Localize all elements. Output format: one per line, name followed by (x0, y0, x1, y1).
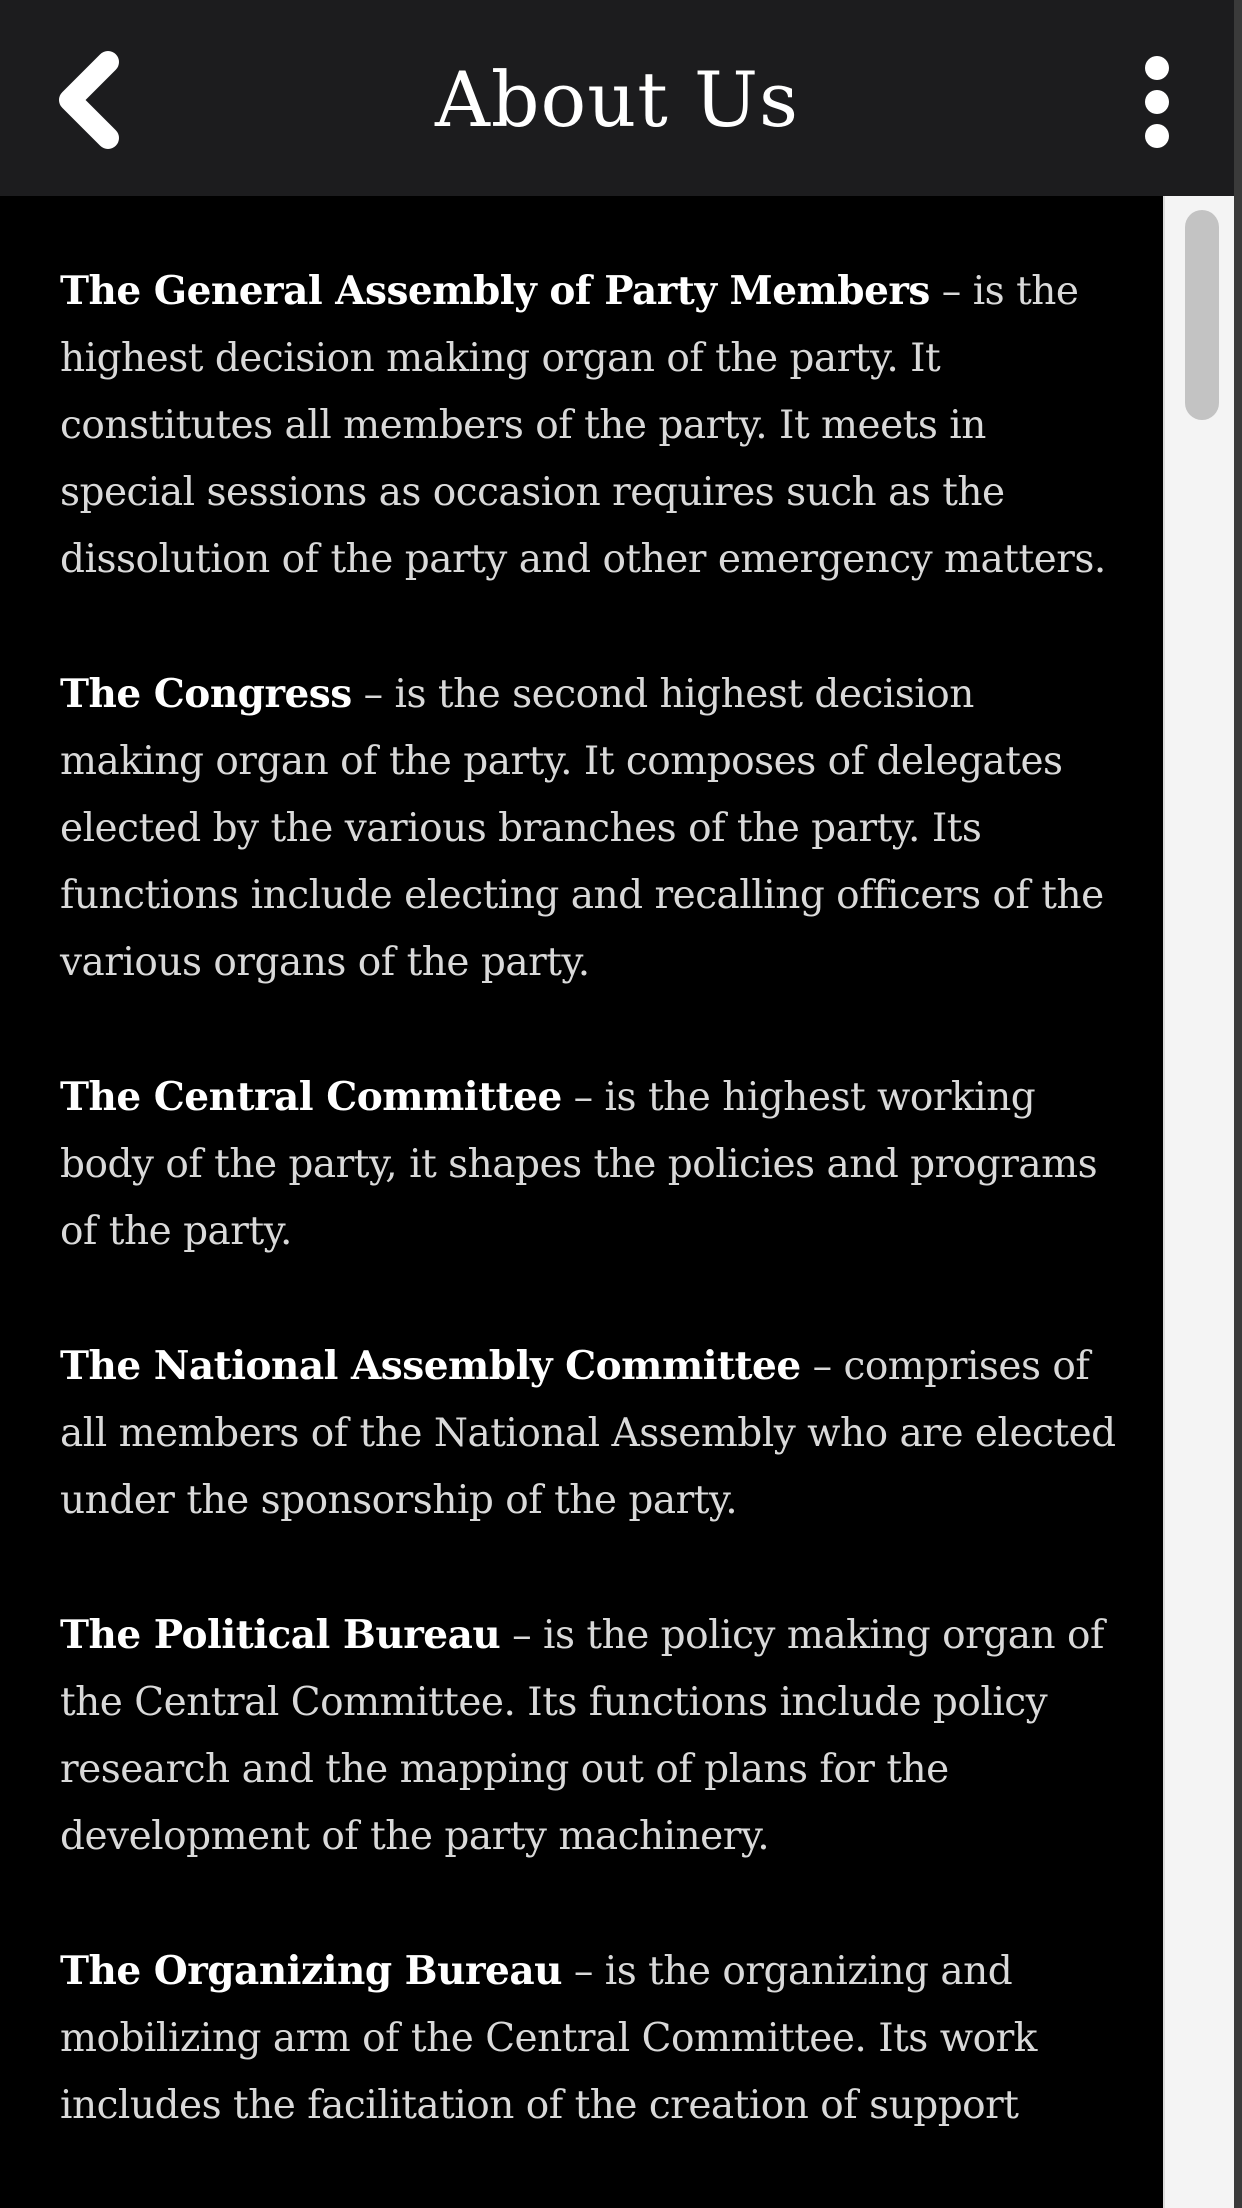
section-heading: The Organizing Bureau (60, 1948, 562, 1994)
section-heading: The Political Bureau (60, 1612, 501, 1658)
section-body: – is the policy making organ of the Central Committee. Its functions include policy research and the mapping out of plans for the development of the party machinery. (60, 1613, 1104, 1859)
section-general-assembly (60, 258, 1123, 593)
section-heading: The National Assembly Committee (60, 1343, 801, 1389)
section-central-committee (60, 1064, 1123, 1265)
section-heading: The Central Committee (60, 1074, 562, 1120)
page-title: About Us (435, 55, 799, 144)
section-body: – comprises of all members of the National Assembly who are elected under the sponsorship of the party. (60, 1344, 1116, 1523)
section-body: – is the highest decision making organ of the party. It constitutes all members of the party. It meets in special sessions as occasion requires such as the dissolution of the party and other emergency matters. (60, 269, 1106, 582)
about-content (8, 196, 1163, 2208)
section-political-bureau (60, 1602, 1123, 1870)
section-national-assembly-committee (60, 1333, 1123, 1534)
section-heading: The General Assembly of Party Members (60, 268, 930, 314)
section-body: – is the highest working body of the party, it shapes the policies and programs of the party. (60, 1075, 1098, 1254)
section-organizing-bureau (60, 1938, 1123, 2139)
section-heading: The Congress (60, 671, 352, 717)
section-congress (60, 661, 1123, 996)
window-edge (1234, 0, 1242, 2208)
more-vertical-icon (1142, 54, 1172, 150)
section-body: – is the second highest decision making organ of the party. It composes of delegates elected by the various branches of the party. Its functions include electing and recalling officers of the various organs of the party. (60, 672, 1104, 985)
scrollbar-thumb[interactable] (1185, 210, 1219, 420)
scrollbar-track[interactable] (1163, 196, 1234, 2208)
section-body: – is the organizing and mobilizing arm of the Central Committee. Its work includes the facilitation of the creation of support (60, 1949, 1037, 2128)
about-text (8, 196, 1163, 2139)
app-bar (0, 0, 1242, 196)
overflow-menu-button[interactable] (1132, 52, 1182, 152)
